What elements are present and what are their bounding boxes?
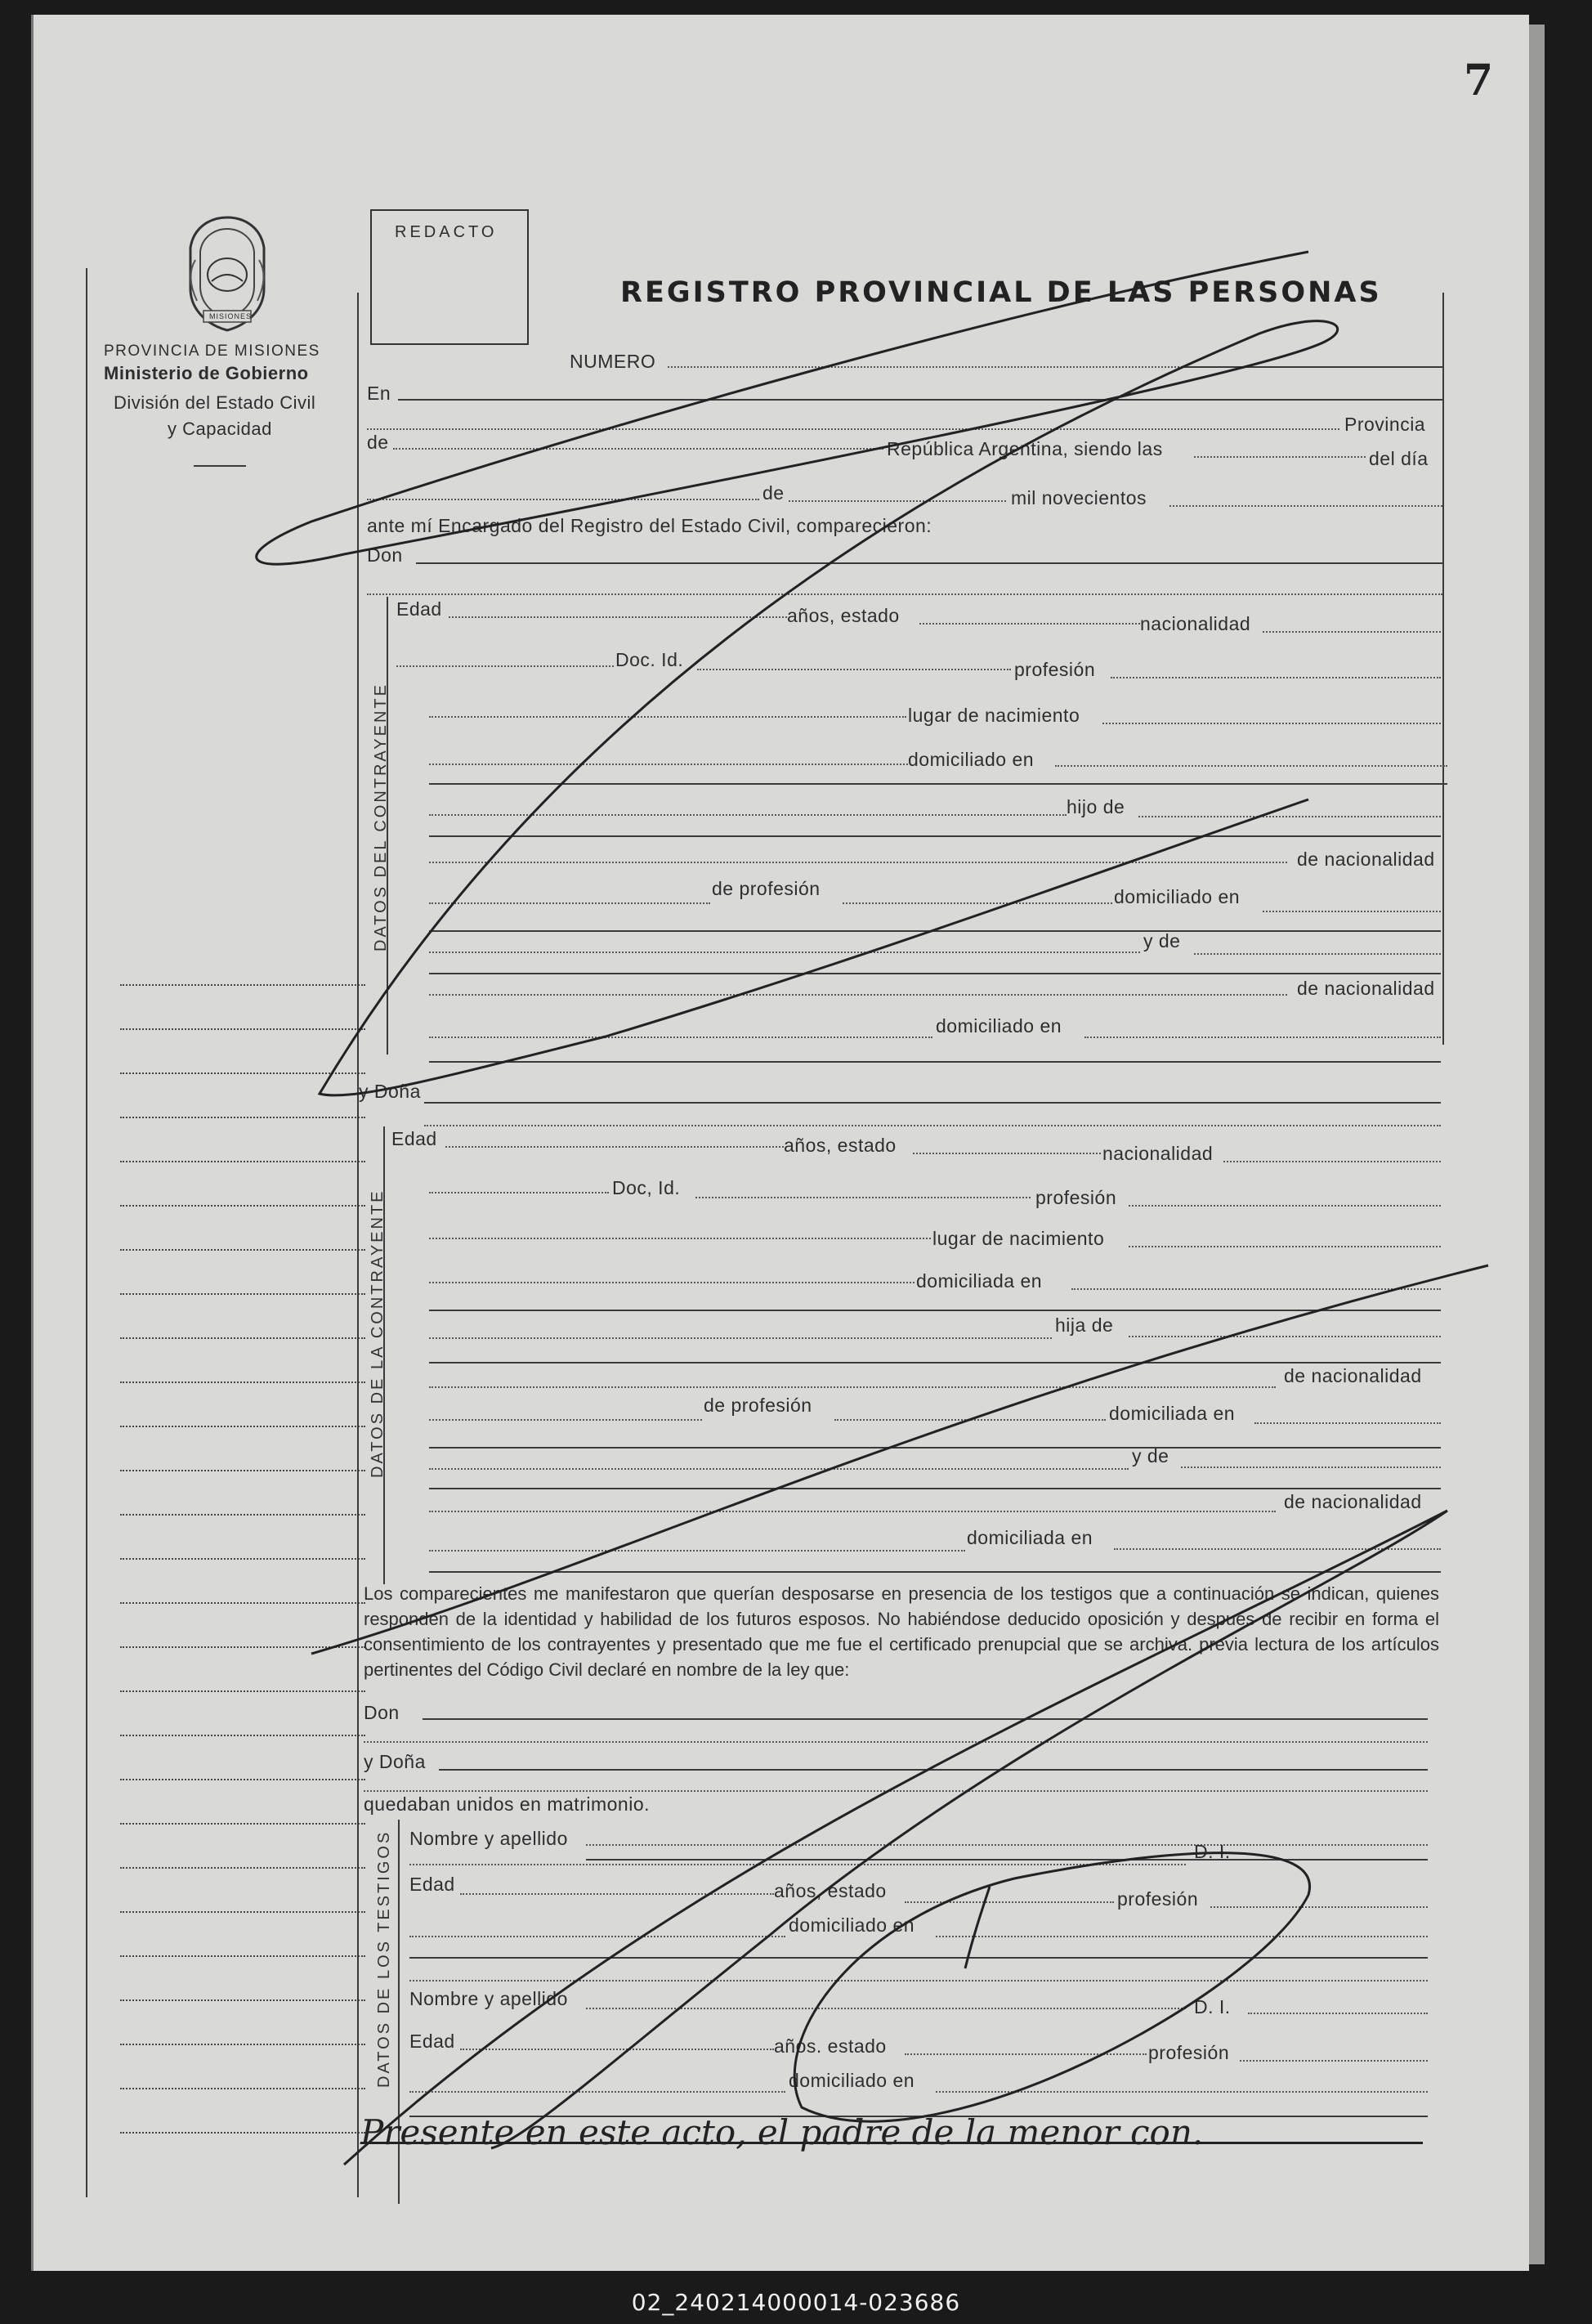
numero-label: NUMERO	[570, 351, 656, 372]
c-nacionalidad-label: nacionalidad	[1140, 613, 1251, 634]
f-domiciliada3-label: domiciliada en	[967, 1527, 1093, 1548]
scan-id-footer: 02_240214000014-023686	[631, 2289, 961, 2316]
t1-anos-estado-label: años, estado	[774, 1880, 887, 1901]
c-profesion-label: profesión	[1014, 659, 1096, 680]
c-de-nacionalidad2-label: de nacionalidad	[1297, 978, 1435, 999]
ante-label: ante mí Encargado del Registro del Estado Civil, comparecieron:	[367, 515, 932, 536]
c-domiciliado3-label: domiciliado en	[936, 1015, 1062, 1037]
de-label: de	[367, 432, 389, 453]
de2-label: de	[762, 482, 785, 504]
c-domiciliado2-label: domiciliado en	[1114, 886, 1241, 907]
testigos-section-label: DATOS DE LOS TESTIGOS	[375, 1829, 393, 2088]
cancellation-strokes	[34, 15, 1529, 2271]
book-edge	[1527, 25, 1545, 2264]
c-edad-label: Edad	[396, 598, 442, 620]
f-domiciliada2-label: domiciliada en	[1109, 1403, 1236, 1424]
document-title: REGISTRO PROVINCIAL DE LAS PERSONAS	[620, 276, 1382, 309]
f-lugar-label: lugar de nacimiento	[932, 1228, 1105, 1249]
c-de-nacionalidad-label: de nacionalidad	[1297, 849, 1435, 870]
contrayente-section-label: DATOS DEL CONTRAYENTE	[372, 683, 390, 952]
t2-edad-label: Edad	[409, 2031, 455, 2052]
y-dona-label: y Doña	[359, 1081, 421, 1102]
provincia-label: Provincia	[1344, 414, 1426, 435]
t2-profesion-label: profesión	[1148, 2042, 1230, 2063]
c-hijo-label: hijo de	[1067, 796, 1125, 817]
t2-nombre-label: Nombre y apellido	[409, 1988, 568, 2009]
f-de-profesion-label: de profesión	[704, 1395, 812, 1416]
decl-don-label: Don	[364, 1702, 400, 1723]
redacto-label: REDACTO	[395, 223, 498, 241]
seal-text: MISIONES	[209, 312, 253, 320]
t1-profesion-label: profesión	[1117, 1888, 1199, 1910]
f-edad-label: Edad	[391, 1128, 437, 1149]
don-label: Don	[367, 544, 403, 566]
decl-dona-label: y Doña	[364, 1751, 426, 1772]
quedaban-label: quedaban unidos en matrimonio.	[364, 1793, 651, 1815]
f-y-de-label: y de	[1132, 1445, 1169, 1466]
c-domiciliado-label: domiciliado en	[908, 749, 1035, 770]
c-y-de-label: y de	[1143, 930, 1181, 952]
f-domiciliada-label: domiciliada en	[916, 1270, 1043, 1292]
province-label: PROVINCIA DE MISIONES	[104, 343, 320, 360]
c-lugar-label: lugar de nacimiento	[908, 705, 1080, 726]
t2-anos-estado-label: años. estado	[774, 2035, 887, 2057]
division-label-2: y Capacidad	[168, 419, 272, 439]
t1-nombre-label: Nombre y apellido	[409, 1828, 568, 1849]
document-page	[31, 15, 1529, 2271]
t1-edad-label: Edad	[409, 1874, 455, 1895]
consent-paragraph: Los comparecientes me manifestaron que querían desposarse en presencia de los testigos que a continuación se indican, quienes responden de la identidad y habilidad de los futuros esposos. No habiéndose deducido oposición y después de recibir en forma el consentimiento de los contrayentes y presentado que me fue el certificado prenupcial que se archiva. previa lectura de los artículos pertinentes del Código Civil declaré en nombre de la ley que:	[364, 1583, 1439, 1680]
c-de-profesion-label: de profesión	[712, 878, 821, 899]
f-nacionalidad-label: nacionalidad	[1102, 1143, 1214, 1164]
mil-label: mil novecientos	[1011, 487, 1147, 508]
t2-di-label: D. I.	[1194, 1996, 1231, 2017]
del-dia-label: del día	[1369, 448, 1429, 469]
contrayenta-section-label: DATOS DE LA CONTRAYENTE	[369, 1189, 387, 1478]
f-de-nacionalidad-label: de nacionalidad	[1284, 1365, 1422, 1386]
handwritten-note: Presente en este acto, el padre de la menor con.	[360, 2112, 1204, 2152]
f-doc-label: Doc, Id.	[612, 1177, 681, 1198]
en-label: En	[367, 383, 391, 404]
division-label-1: División del Estado Civil	[114, 392, 316, 413]
f-anos-estado-label: años, estado	[784, 1135, 897, 1156]
republica-label: República Argentina, siendo las	[887, 438, 1163, 459]
f-profesion-label: profesión	[1035, 1187, 1117, 1208]
c-doc-label: Doc. Id.	[615, 649, 684, 670]
t1-domiciliado-label: domiciliado en	[789, 1914, 915, 1936]
t2-domiciliado-label: domiciliado en	[789, 2070, 915, 2091]
t1-di-label: D. I.	[1194, 1841, 1231, 1862]
ministry-label: Ministerio de Gobierno	[104, 363, 309, 383]
f-de-nacionalidad2-label: de nacionalidad	[1284, 1491, 1422, 1512]
c-anos-estado-label: años, estado	[787, 605, 900, 626]
f-hija-label: hija de	[1055, 1314, 1114, 1336]
page-number: 7	[1464, 56, 1494, 105]
